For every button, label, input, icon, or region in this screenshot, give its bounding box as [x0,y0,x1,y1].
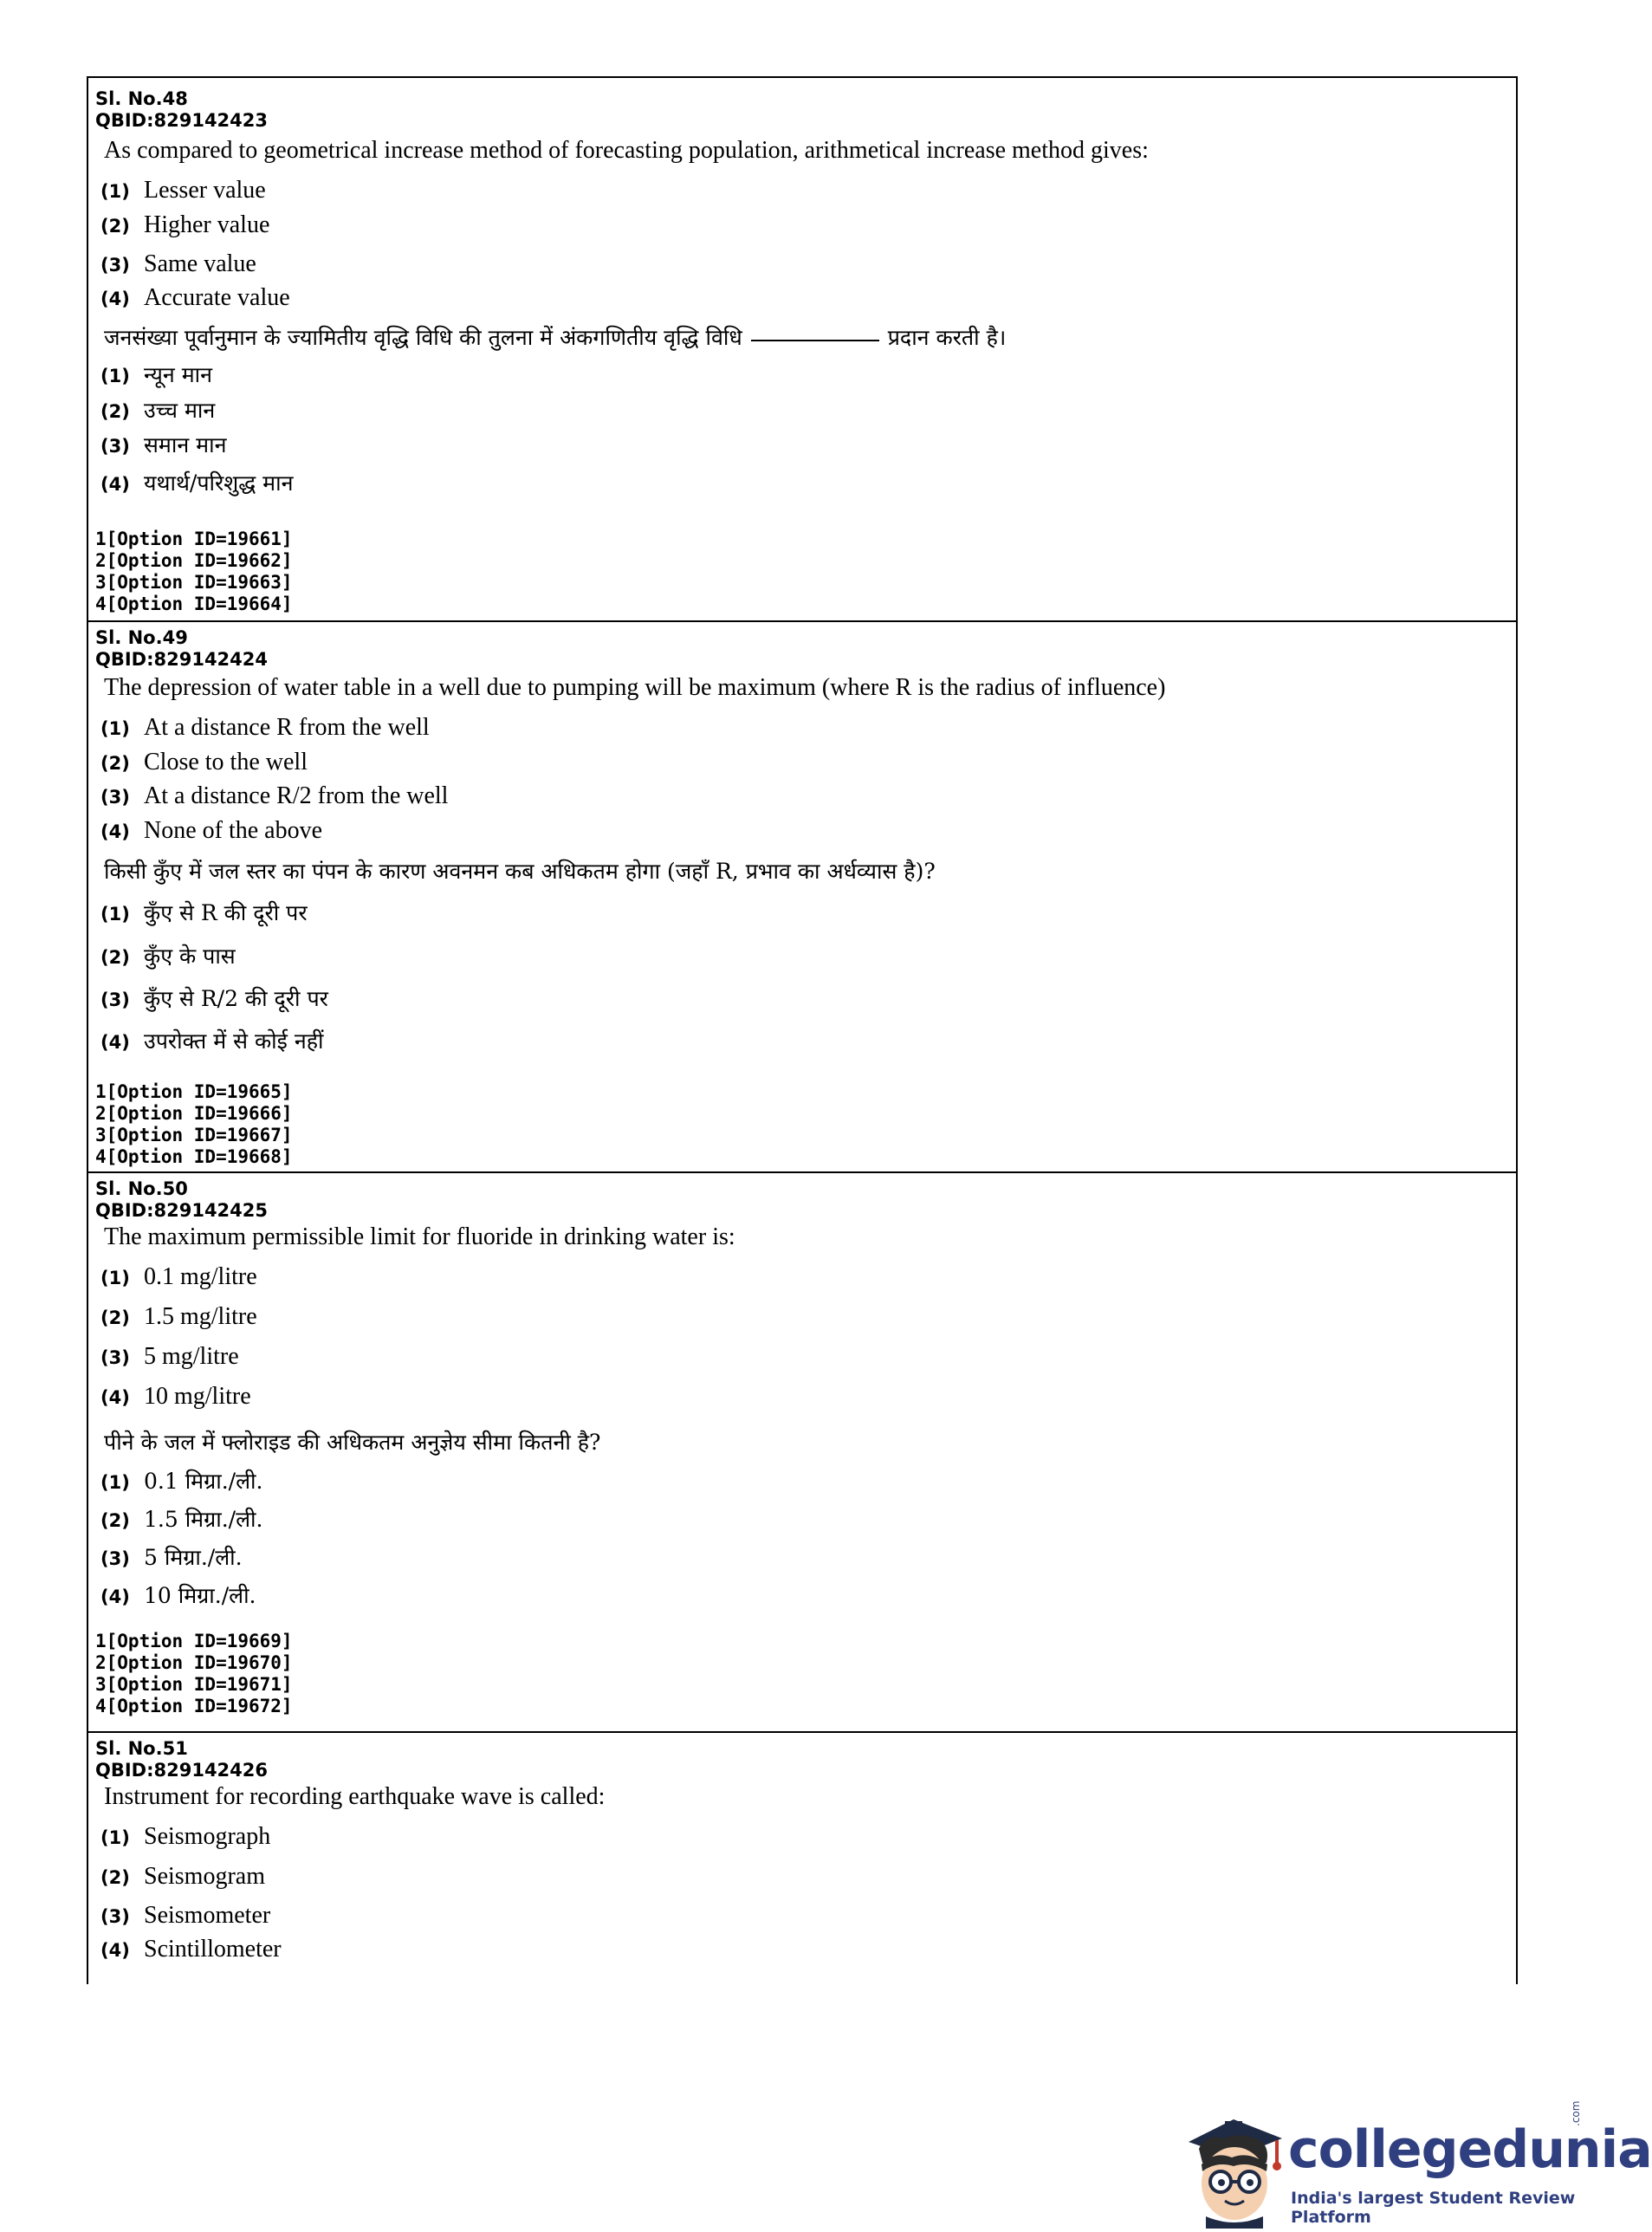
option-num: (2) [100,1867,130,1888]
option-num: (1) [100,904,130,925]
option-en [100,284,290,312]
option-en [100,1902,270,1930]
option-text: Same value [144,250,256,277]
option-hi [100,468,293,497]
option-text: 10 मिग्रा./ली. [144,1583,256,1608]
option-text: Accurate value [144,284,290,311]
stem-hi-after: प्रदान करती है। [887,325,1007,350]
option-num: (4) [100,289,130,309]
qbid: QBID:829142425 [95,1200,269,1221]
option-text: 5 mg/litre [144,1343,239,1370]
option-text: कुँए के पास [144,944,236,969]
option-text: 0.1 मिग्रा./ली. [144,1469,263,1494]
question-divider [88,1731,1516,1733]
option-text: At a distance R/2 from the well [144,782,449,809]
student-mascot-icon [1180,2107,1292,2229]
option-text: न्यून मान [144,362,212,387]
option-id: 1[Option ID=19665] [95,1081,293,1102]
option-id: 4[Option ID=19672] [95,1696,293,1716]
option-en [100,749,308,776]
option-hi [100,1466,262,1496]
option-num: (4) [100,1032,130,1053]
question-stem-en: The depression of water table in a well due to pumping will be maximum (where R is the radius of influence) [104,674,1166,701]
option-en [100,250,256,278]
option-hi [100,898,308,927]
question-divider [88,620,1516,622]
sl-no: Sl. No.50 [95,1178,188,1199]
option-num: (3) [100,989,130,1010]
option-en [100,714,430,742]
option-hi [100,395,215,425]
option-hi [100,1580,256,1610]
stem-hi-before: जनसंख्या पूर्वानुमान के ज्यामितीय वृद्धि विधि की तुलना में अंकगणितीय वृद्धि विधि [104,325,742,350]
logo-tagline: India's largest Student Review Platform [1291,2189,1576,2227]
option-en [100,211,269,239]
option-num: (3) [100,255,130,276]
option-num: (3) [100,1347,130,1368]
question-stem-hi [104,322,1006,352]
option-id: 2[Option ID=19666] [95,1103,293,1124]
option-num: (1) [100,366,130,386]
question-stem-en: The maximum permissible limit for fluoride in drinking water is: [104,1223,735,1250]
option-hi [100,1026,323,1055]
option-id: 4[Option ID=19668] [95,1146,293,1167]
option-text: समान मान [144,432,227,457]
option-text: Close to the well [144,749,308,775]
option-hi [100,1504,262,1534]
qbid: QBID:829142424 [95,649,269,670]
option-num: (3) [100,436,130,457]
question-divider [88,1171,1516,1173]
option-num: (2) [100,401,130,422]
option-text: उपरोक्त में से कोई नहीं [144,1028,324,1054]
sl-no: Sl. No.49 [95,627,188,648]
option-num: (1) [100,1827,130,1848]
option-en [100,1936,282,1963]
option-en [100,1383,251,1411]
option-num: (1) [100,181,130,202]
option-text: Seismograph [144,1823,271,1850]
option-num: (3) [100,787,130,808]
option-en [100,177,266,204]
sl-no: Sl. No.51 [95,1738,188,1759]
option-text: कुँए से R की दूरी पर [144,900,308,925]
option-text: 10 mg/litre [144,1383,251,1410]
option-num: (1) [100,1268,130,1288]
option-num: (2) [100,1307,130,1328]
option-id: 3[Option ID=19667] [95,1125,293,1145]
sl-no: Sl. No.48 [95,88,188,109]
option-text: At a distance R from the well [144,714,430,741]
option-id: 2[Option ID=19662] [95,550,293,571]
option-num: (2) [100,947,130,968]
logo-wordmark: collegedunia [1288,2119,1652,2180]
option-en [100,1343,239,1371]
option-en [100,1863,265,1891]
option-num: (3) [100,1548,130,1569]
option-text: 1.5 मिग्रा./ली. [144,1507,263,1532]
option-en [100,1263,257,1291]
option-text: 5 मिग्रा./ली. [144,1545,243,1570]
option-id: 3[Option ID=19663] [95,572,293,593]
fill-in-blank [751,340,879,341]
option-num: (2) [100,753,130,774]
qbid: QBID:829142423 [95,110,269,131]
option-text: 0.1 mg/litre [144,1263,257,1290]
option-num: (1) [100,718,130,739]
question-stem-en: Instrument for recording earthquake wave is called: [104,1783,606,1810]
option-en [100,817,322,845]
option-id: 3[Option ID=19671] [95,1674,293,1695]
option-num: (2) [100,1510,130,1531]
option-num: (4) [100,821,130,842]
option-hi [100,983,328,1013]
option-num: (1) [100,1472,130,1493]
option-en [100,782,448,810]
option-id: 2[Option ID=19670] [95,1652,293,1673]
collegedunia-logo[interactable] [1180,2100,1652,2229]
option-id: 1[Option ID=19661] [95,529,293,549]
option-en [100,1303,257,1331]
option-en [100,1823,270,1851]
question-paper-frame [87,76,1518,1984]
option-num: (4) [100,1586,130,1607]
option-text: यथार्थ/परिशुद्ध मान [144,470,294,496]
option-text: Seismogram [144,1863,265,1890]
option-text: 1.5 mg/litre [144,1303,257,1330]
option-id: 1[Option ID=19669] [95,1631,293,1651]
option-text: Higher value [144,211,270,238]
option-text: Seismometer [144,1902,271,1929]
question-stem-en: As compared to geometrical increase method of forecasting population, arithmetical increase method gives: [104,137,1149,164]
qbid: QBID:829142426 [95,1760,269,1781]
option-text: कुँए से R/2 की दूरी पर [144,986,328,1011]
option-id: 4[Option ID=19664] [95,594,293,614]
option-num: (3) [100,1906,130,1927]
option-text: Lesser value [144,177,266,204]
question-stem-hi: पीने के जल में फ्लोराइड की अधिकतम अनुज्ञेय सीमा कितनी है? [104,1430,601,1455]
question-stem-hi: किसी कुँए में जल स्तर का पंपन के कारण अवनमन कब अधिकतम होगा (जहाँ R, प्रभाव का अर्धव्यास है)? [104,859,936,884]
option-num: (4) [100,474,130,495]
option-text: None of the above [144,817,323,844]
option-hi [100,941,236,970]
logo-suffix: .com [1570,2100,1582,2126]
option-text: उच्च मान [144,398,216,423]
option-hi [100,430,226,459]
option-hi [100,360,212,389]
option-num: (2) [100,216,130,237]
option-hi [100,1542,243,1572]
option-text: Scintillometer [144,1936,282,1963]
option-num: (4) [100,1940,130,1961]
option-num: (4) [100,1387,130,1408]
